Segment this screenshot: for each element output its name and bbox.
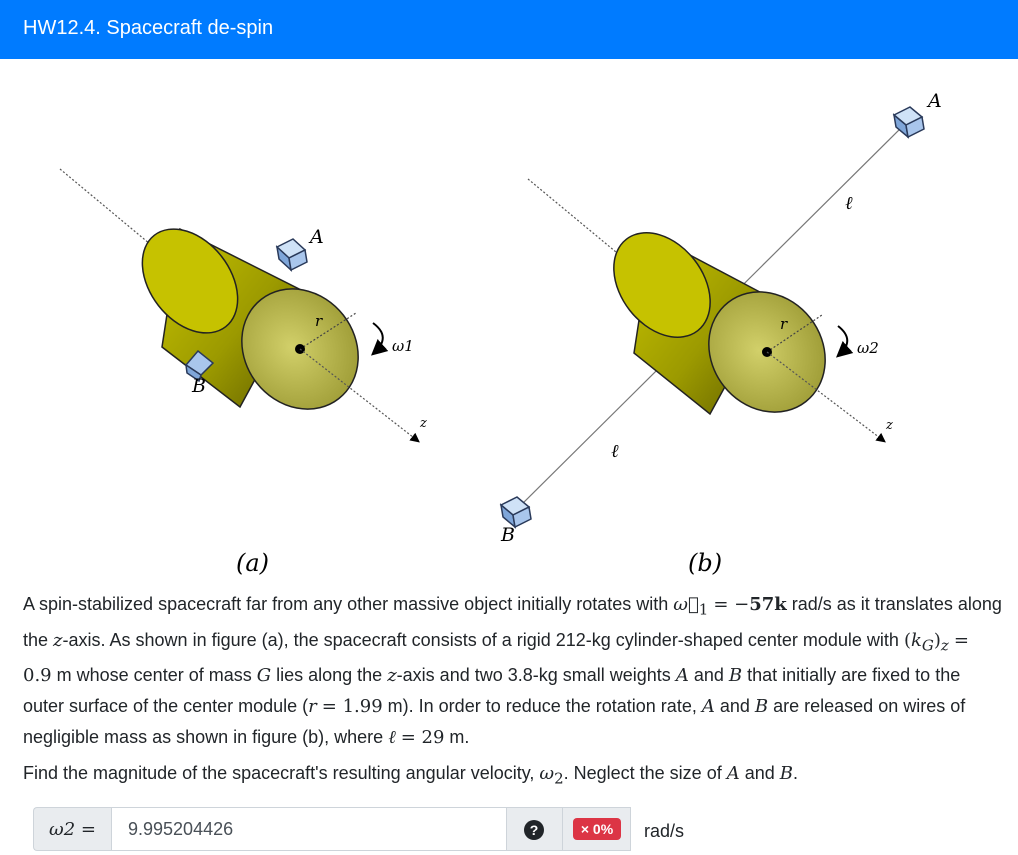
page-title: HW12.4. Spacecraft de-spin [23, 17, 274, 39]
radius-value: 1.99 [342, 696, 383, 718]
omega2-arrow [838, 326, 847, 355]
wire-length: 29 [421, 727, 445, 749]
page-header [0, 0, 1018, 59]
units-label: rad/s [644, 821, 685, 841]
figure-b [500, 90, 942, 577]
weight-a-icon [277, 239, 307, 270]
label-a-released: A [928, 90, 942, 112]
radius-of-gyration: 0.9 [23, 665, 52, 687]
label-ell-upper: ℓ [845, 193, 853, 214]
weight-mass: 3.8 [507, 665, 533, 686]
question-circle-icon: ? [524, 820, 544, 840]
weight-b-released-icon [501, 497, 531, 527]
score-badge: × 0% [573, 818, 621, 840]
label-omega2: ω2 [857, 339, 879, 357]
label-r-a: r [315, 312, 323, 330]
answer-input[interactable]: 9.995204426 [111, 807, 507, 851]
omega1-arrow [373, 323, 383, 353]
figure-a [60, 169, 427, 577]
label-b-released: B [501, 524, 515, 546]
caption-a: (a) [236, 549, 270, 577]
problem-statement: A spin-stabilized spacecraft far from any other massive object initially rotates with $\omega⃗_1 = -57k$ rad/s as it translates along the z-axis. As shown in figure (a), the spacecraft consists of a rigid 212-kg cylinder-shaped center module with $(k_G)_z = 0.9$ m whose center of mass G lies along the z-axis and two 3.8-kg small weights A and B that initially are fixed to the outer surface of the center module (r = 1.99 m). In order to reduce the rotation rate, A and B are released on wires of negligible mass as shown in figure (b), where ℓ = 29 m. [23, 594, 1002, 749]
cylinder-mass: 212 [555, 629, 586, 650]
score-display [563, 807, 631, 851]
label-z-a: z [420, 416, 427, 431]
label-a-weight: A [310, 226, 324, 248]
label-omega1: ω1 [392, 337, 414, 355]
problem-figure [0, 59, 1018, 584]
label-ell-lower: ℓ [611, 441, 619, 462]
omega1-value: 57 [749, 594, 775, 615]
caption-b: (b) [688, 549, 723, 577]
weight-a-released-icon [894, 107, 924, 137]
cylinder-b [594, 214, 849, 435]
help-button[interactable] [507, 807, 563, 851]
label-z-b: z [886, 418, 893, 433]
cylinder-a [123, 211, 382, 433]
question-text: Find the magnitude of the spacecraft's resulting angular velocity, $\omega_2$. Neglect the size of A and B. [23, 763, 799, 788]
label-r-b: r [780, 315, 788, 333]
label-b-weight: B [192, 375, 206, 397]
answer-label: ω2 = [33, 807, 111, 851]
